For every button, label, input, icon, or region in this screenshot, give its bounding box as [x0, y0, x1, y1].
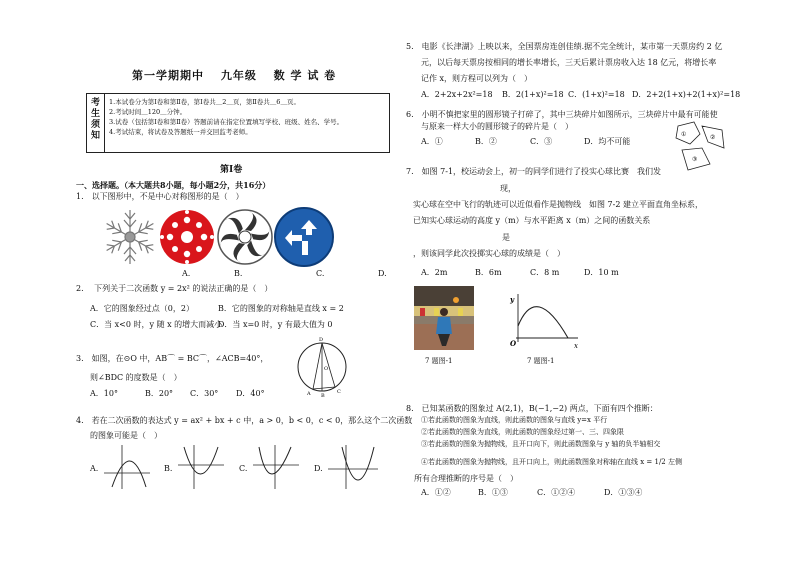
q7-trajectory-graph: [508, 292, 580, 350]
notes-head-char: 考: [90, 98, 100, 108]
q6-option-d[interactable]: D．均不可能: [584, 137, 631, 146]
q3-option-c[interactable]: C．30°: [190, 389, 219, 398]
snowflake-figure: [100, 207, 160, 267]
q7-axis-y: y: [510, 295, 515, 304]
notes-head-char: 生: [90, 109, 100, 119]
q5-option-b[interactable]: B．2(1+x)²=18: [502, 90, 564, 99]
shard-label-3: ③: [692, 156, 698, 163]
q8-statement-1: ①若此函数的图象为直线，则此函数的图象与直线 y=x 平行: [421, 416, 608, 424]
q2-option-d[interactable]: D．当 x=0 时，y 有最大值为 0: [218, 320, 333, 329]
q8-option-c[interactable]: C．①②④: [537, 488, 576, 497]
traffic-sign-figure: [273, 206, 335, 268]
q7-fig2-caption: 7 题图-1: [527, 357, 555, 365]
q7-origin: O: [510, 339, 517, 348]
q4-graph-a: [102, 443, 152, 491]
q2-option-b[interactable]: B．它的图象的对称轴是直线 x = 2: [218, 304, 344, 313]
q4-option-b[interactable]: B.: [164, 464, 173, 473]
paper-cut-figure: [157, 207, 217, 267]
q3-option-b[interactable]: B．20°: [145, 389, 174, 398]
q8-statement-4: ④若此函数的图象为抛物线，且开口向上，则此函数图象对称轴在直线 x = 1/2 左侧: [421, 458, 682, 466]
q7-option-d[interactable]: D．10 m: [584, 268, 619, 277]
q8-stem: 8. 已知某函数的图象过 A(2,1)，B(−1,−2) 两点，下面有四个推断：: [406, 404, 658, 413]
q7-option-b[interactable]: B．6m: [475, 268, 502, 277]
note-line: 4.考试结束，将试卷及答题纸一并交回监考老师。: [109, 128, 252, 136]
q4-stem: 4. 若在二次函数的表达式 y = ax² + bx + c 中，a > 0，b < 0，c < 0，那么这个二次函数: [76, 416, 413, 425]
q6-option-a[interactable]: A．①: [421, 137, 443, 146]
q6-option-b[interactable]: B．②: [475, 137, 497, 146]
q4-stem-2: 的图象可能是（ ）: [90, 431, 162, 440]
q1-stem: 1. 以下图形中，不是中心对称图形的是（ ）: [76, 192, 244, 201]
q3-stem: 3. 如图，在⊙O 中，AB⌒ = BC⌒，∠ACB=40°，: [76, 354, 269, 363]
q3-label-b: B: [321, 393, 325, 399]
exam-title: 第一学期期中 九年级 数 学 试 卷: [132, 69, 337, 82]
q7-option-c[interactable]: C．8 m: [530, 268, 560, 277]
q5-option-d[interactable]: D．2+2(1+x)+2(1+x)²=18: [632, 90, 741, 99]
q7-fig1-caption: 7 题图-1: [425, 357, 453, 365]
q3-label-o: O: [324, 366, 329, 372]
q5-line-3: 记作 x，则方程可以列为（ ）: [421, 74, 533, 83]
shard-label-1: ①: [681, 131, 687, 138]
q5-line-2: 元，以后每天票房按相同的增长率增长，三天后累计票房收入达 18 亿元，将增长率: [421, 58, 717, 67]
note-line: 1.本试卷分为第Ⅰ卷和第Ⅱ卷，第Ⅰ卷共＿2＿页，第Ⅱ卷共＿6＿页。: [109, 98, 300, 106]
q1-option-b[interactable]: B.: [234, 269, 243, 278]
q3-option-a[interactable]: A．10°: [90, 389, 118, 398]
q5-option-a[interactable]: A．2+2x+2x²=18: [421, 90, 493, 99]
q2-option-c[interactable]: C．当 x<0 时，y 随 x 的增大而减小: [90, 320, 223, 329]
q7-line-6: ，则该同学此次投掷实心球的成绩是（ ）: [413, 249, 565, 258]
q8-statement-3: ③若此函数的图象为抛物线，且开口向下，则此函数图象与 y 轴的负半轴相交: [421, 440, 661, 448]
notes-head-char: 须: [90, 120, 100, 130]
q8-ask: 所有合理推断的序号是（ ）: [414, 474, 518, 483]
q4-option-d[interactable]: D.: [314, 464, 323, 473]
q8-statement-2: ②若此函数的图象为直线，则此函数的图象经过第一、三、四象限: [421, 428, 624, 436]
q1-option-c[interactable]: C.: [316, 269, 325, 278]
q7-line-4: 已知实心球运动的高度 y（m）与水平距离 x（m）之间的函数关系: [413, 216, 651, 225]
note-line: 2.考试时间＿120＿分钟。: [109, 108, 187, 116]
swirl-figure: [215, 207, 275, 267]
q7-line-3: 实心球在空中飞行的轨迹可以近似看作是抛物线 如图 7-2 建立平面直角坐标系，: [413, 200, 703, 209]
q6-option-c[interactable]: C．③: [530, 137, 553, 146]
q5-line-1: 5. 电影《长津湖》上映以来，全国票房连创佳绩.据不完全统计，某市第一天票房约 2 亿: [406, 42, 723, 51]
q7-line-1: 7. 如图 7-1，校运动会上，初一的同学们进行了投实心球比赛 我们发: [406, 167, 662, 176]
q3-stem-2: 则∠BDC 的度数是（ ）: [90, 373, 182, 382]
shard-label-2: ②: [710, 134, 716, 141]
q2-option-a[interactable]: A．它的图象经过点（0，2）: [90, 304, 194, 313]
q7-option-a[interactable]: A．2m: [421, 268, 448, 277]
q3-label-a: A: [307, 391, 311, 397]
notes-box: [86, 93, 390, 153]
q2-stem: 2. 下列关于二次函数 y = 2x² 的说法正确的是（ ）: [76, 284, 273, 293]
q7-line-2: 现，: [500, 184, 516, 193]
q1-option-a[interactable]: A.: [182, 269, 191, 278]
q4-option-c[interactable]: C.: [239, 464, 248, 473]
q4-option-a[interactable]: A.: [90, 464, 99, 473]
q1-option-d[interactable]: D.: [378, 269, 387, 278]
q8-option-b[interactable]: B．①③: [478, 488, 508, 497]
q6-line-1: 6. 小明不慎把家里的圆形镜子打碎了，其中三块碎片如图所示，三块碎片中最有可能使: [406, 110, 718, 119]
q8-option-a[interactable]: A．①②: [421, 488, 451, 497]
q3-circle-figure: [293, 338, 353, 398]
q7-axis-x: x: [574, 342, 578, 350]
q4-graph-c: [251, 443, 301, 491]
q4-graph-b: [176, 443, 226, 491]
notes-body: [109, 97, 343, 137]
q7-line-5: 是: [502, 233, 510, 242]
section-heading: 一、选择题。（本大题共8小题，每小题2分，共16分）: [76, 180, 271, 190]
q8-option-d[interactable]: D．①③④: [604, 488, 643, 497]
mirror-shards-figure: [672, 120, 728, 172]
q3-label-d: D: [319, 337, 324, 343]
q4-graph-d: [326, 443, 380, 491]
note-line: 3.试卷（包括第Ⅰ卷和第Ⅱ卷）答题前请在指定位置填写学校、班级、姓名、学号。: [109, 118, 344, 126]
shot-put-photo: [414, 286, 474, 350]
q3-label-c: C: [337, 389, 341, 395]
section-name: 第Ⅰ卷: [220, 165, 243, 175]
q3-option-d[interactable]: D．40°: [236, 389, 265, 398]
notes-head-char: 知: [90, 131, 100, 141]
q6-line-2: 与原来一样大小的圆形镜子的碎片是（ ）: [421, 122, 573, 131]
notes-head: [87, 94, 105, 152]
q5-option-c[interactable]: C．(1+x)²=18: [568, 90, 625, 99]
